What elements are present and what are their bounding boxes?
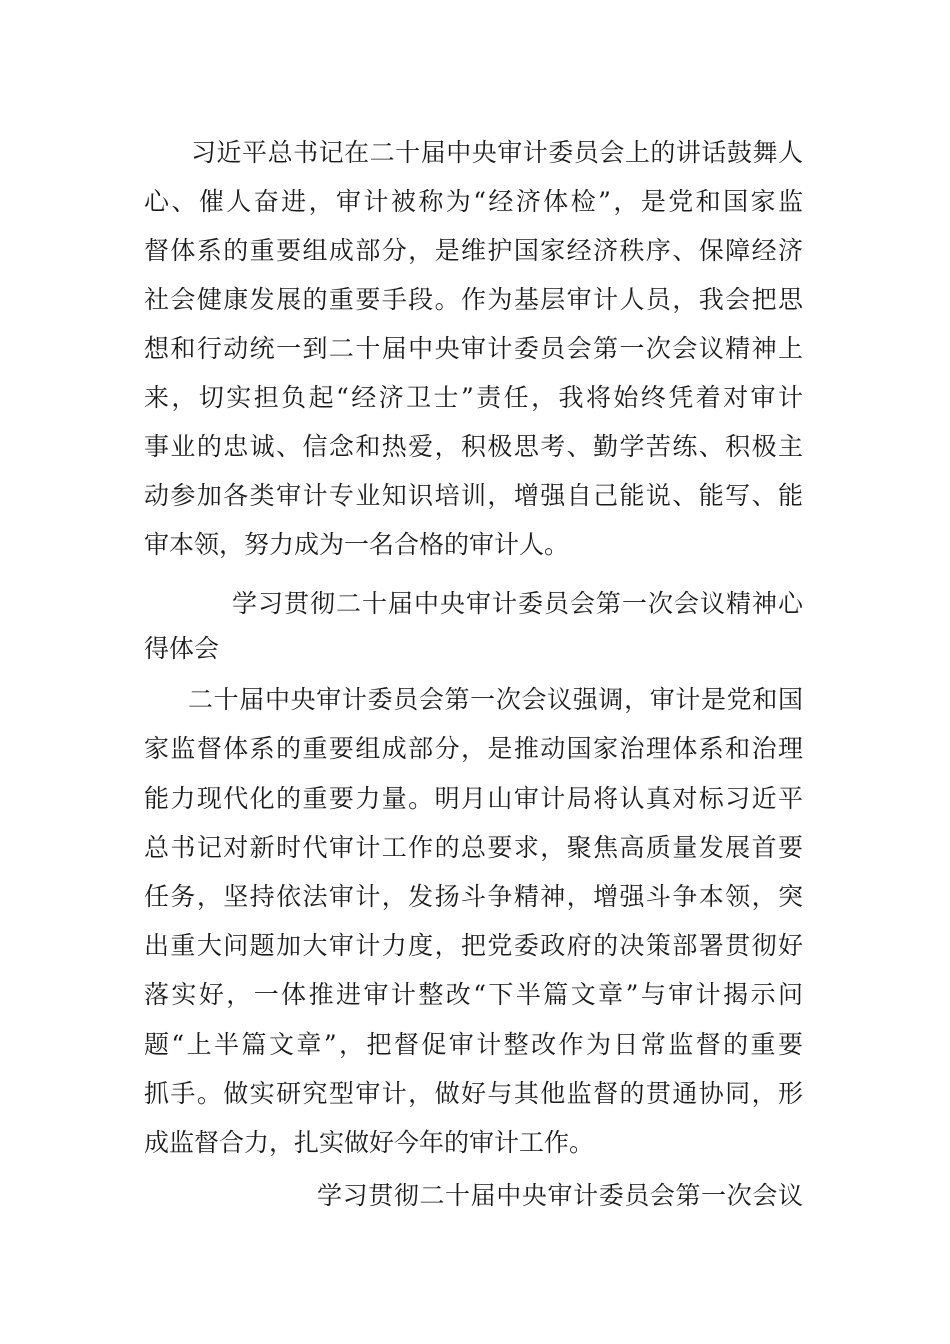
text-line: 心、催人奋进，审计被称为“经济体检”，是党和国家监 [144,187,803,216]
text-line: 成监督合力，扎实做好今年的审计工作。 [144,1128,595,1157]
text-line: 落实好，一体推进审计整改“下半篇文章”与审计揭示问 [144,980,803,1009]
text-line: 任务，坚持依法审计，发扬斗争精神，增强斗争本领，突 [144,882,803,911]
text-line: 总书记对新时代审计工作的总要求，聚焦高质量发展首要 [144,833,803,862]
text-line: 审本领，努力成为一名合格的审计人。 [144,530,570,559]
text-line: 出重大问题加大审计力度，把党委政府的决策部署贯彻好 [144,931,803,960]
heading-line: 学习贯彻二十届中央审计委员会第一次会议 [317,1181,803,1210]
text-line: 督体系的重要组成部分，是维护国家经济秩序、保障经济 [144,236,803,265]
text-line: 想和行动统一到二十届中央审计委员会第一次会议精神上 [144,334,803,363]
text-line: 社会健康发展的重要手段。作为基层审计人员，我会把思 [144,285,803,314]
text-line: 动参加各类审计专业知识培训，增强自己能说、能写、能 [144,481,803,510]
text-line: 来，切实担负起“经济卫士”责任，我将始终凭着对审计 [144,383,803,412]
text-line: 能力现代化的重要力量。明月山审计局将认真对标习近平 [144,784,803,813]
text-line: 抓手。做实研究型审计，做好与其他监督的贯通协同，形 [144,1079,803,1108]
text-line: 家监督体系的重要组成部分，是推动国家治理体系和治理 [144,734,803,763]
text-line: 题“上半篇文章”，把督促审计整改作为日常监督的重要 [144,1030,803,1059]
text-line: 事业的忠诚、信念和热爱，积极思考、勤学苦练、积极主 [144,432,803,461]
text-line: 二十届中央审计委员会第一次会议强调，审计是党和国 [188,685,803,714]
heading-line: 得体会 [144,634,220,663]
heading-line: 学习贯彻二十届中央审计委员会第一次会议精神心 [232,589,803,618]
text-line: 习近平总书记在二十届中央审计委员会上的讲话鼓舞人 [191,138,803,167]
